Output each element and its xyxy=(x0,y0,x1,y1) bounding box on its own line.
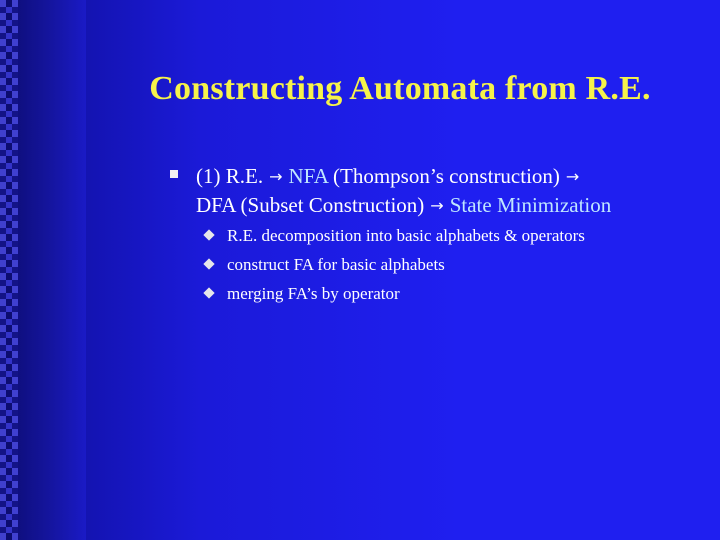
main-point-re: (1) R.E. xyxy=(196,164,264,188)
arrow-right-icon: → xyxy=(430,196,444,215)
main-point-minimization: State Minimization xyxy=(449,193,612,217)
square-bullet-icon xyxy=(170,170,178,178)
main-point-dfa: DFA (Subset Construction) xyxy=(196,193,425,217)
sub-point-text: construct FA for basic alphabets xyxy=(227,255,445,274)
main-point-line-2 xyxy=(196,193,611,218)
arrow-right-icon: → xyxy=(269,167,283,186)
main-point-line-1 xyxy=(196,164,585,189)
sub-point-text: merging FA’s by operator xyxy=(227,284,400,303)
main-point-nfa: NFA xyxy=(288,164,328,188)
slide-title: Constructing Automata from R.E. xyxy=(149,70,651,107)
arrow-right-icon: → xyxy=(565,167,580,186)
diamond-bullet-icon xyxy=(203,287,214,298)
sub-point xyxy=(205,226,585,246)
main-point-thompson: (Thompson’s construction) xyxy=(327,164,560,188)
sub-point-text: R.E. decomposition into basic alphabets & operators xyxy=(227,226,585,245)
diamond-bullet-icon xyxy=(203,229,214,240)
sub-point xyxy=(205,284,400,304)
diamond-bullet-icon xyxy=(203,258,214,269)
sub-point xyxy=(205,255,445,275)
